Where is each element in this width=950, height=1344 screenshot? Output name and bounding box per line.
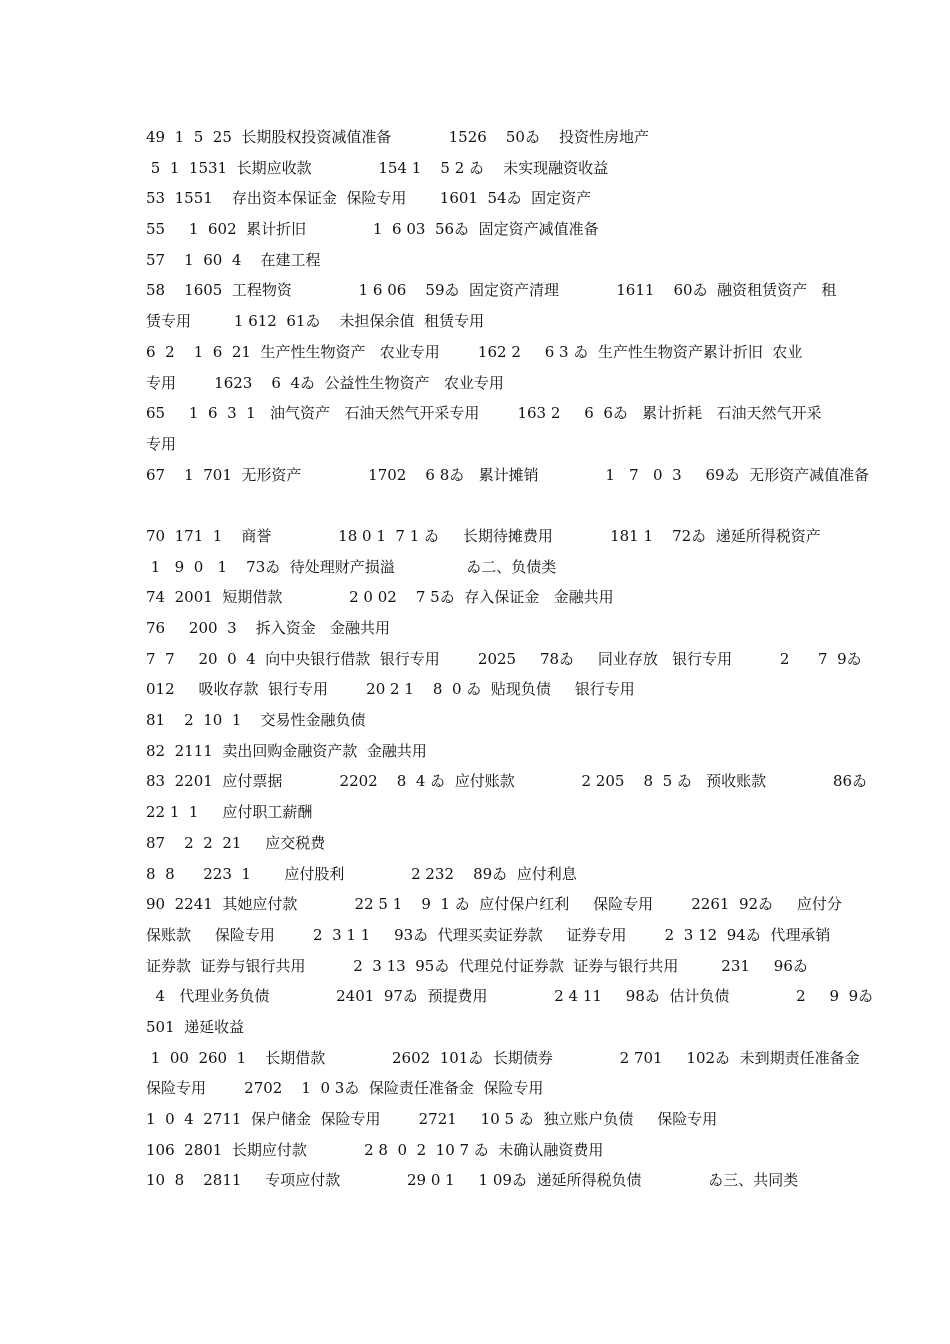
text-line: 22 1 1 应付职工薪酬 <box>146 803 313 822</box>
text-line: 012 吸收存款 银行专用 20 2 1 8 0 ゐ 贴现负债 银行专用 <box>146 680 635 699</box>
text-line: 57 1 60 4 在建工程 <box>146 250 321 269</box>
account-code-listing <box>146 122 874 1196</box>
text-line: 87 2 2 21 应交税费 <box>146 833 326 852</box>
text-line: 74 2001 短期借款 2 0 02 7 5ゐ 存入保证金 金融共用 <box>146 588 614 607</box>
text-line: 65 1 6 3 1 油气资产 石油天然气开采专用 163 2 6 6ゐ 累计折耗 石油天然气开采 <box>146 404 822 423</box>
text-line: 专用 <box>146 434 177 453</box>
text-line: 7 7 20 0 4 向中央银行借款 银行专用 2025 78ゐ 同业存放 银行专用 2 7 9ゐ <box>146 649 862 668</box>
text-line: 55 1 602 累计折旧 1 6 03 56ゐ 固定资产减值准备 <box>146 220 599 239</box>
text-line: 1 00 260 1 长期借款 2602 101ゐ 长期债券 2 701 102ゐ 未到期责任准备金 <box>146 1048 860 1067</box>
text-line: 证券款 证券与银行共用 2 3 13 95ゐ 代理兑付证券款 证券与银行共用 231 96ゐ <box>146 956 808 975</box>
text-line: 1 0 4 2711 保户储金 保险专用 2721 10 5 ゐ 独立账户负债 保险专用 <box>146 1110 718 1128</box>
text-line: 53 1551 存出资本保证金 保险专用 1601 54ゐ 固定资产 <box>146 189 592 208</box>
text-line: 82 2111 卖出回购金融资产款 金融共用 <box>146 741 427 760</box>
text-line: 58 1605 工程物资 1 6 06 59ゐ 固定资产清理 1611 60ゐ 融资租赁资产 租 <box>146 281 837 300</box>
text-line: 90 2241 其她应付款 22 5 1 9 1 ゐ 应付保户红利 保险专用 2261 92ゐ 应付分 <box>146 895 842 914</box>
text-line: 赁专用 1 612 61ゐ 未担保余值 租赁专用 <box>146 312 485 331</box>
text-line: 8 8 223 1 应付股利 2 232 89ゐ 应付利息 <box>146 864 577 883</box>
text-line: 1 9 0 1 73ゐ 待处理财产损溢 ゐ二、负债类 <box>146 557 557 576</box>
text-line: 76 200 3 拆入资金 金融共用 <box>146 619 391 637</box>
text-line: 49 1 5 25 长期股权投资减值准备 1526 50ゐ 投资性房地产 <box>146 128 650 146</box>
text-line: 106 2801 长期应付款 2 8 0 2 10 7 ゐ 未确认融资费用 <box>146 1140 604 1159</box>
text-line: 81 2 10 1 交易性金融负债 <box>146 711 366 730</box>
text-line: 70 171 1 商誉 18 0 1 7 1 ゐ 长期待摊费用 181 1 72ゐ 递延所得税资产 <box>146 526 821 545</box>
text-line: 专用 1623 6 4ゐ 公益性生物资产 农业专用 <box>146 373 504 392</box>
text-line: 5 1 1531 长期应收款 154 1 5 2 ゐ 未实现融资收益 <box>146 158 609 177</box>
text-line: 501 递延收益 <box>146 1017 245 1036</box>
text-line: 67 1 701 无形资产 1702 6 8ゐ 累计摊销 1 7 0 3 69ゐ 无形资产减值准备 <box>146 465 870 484</box>
text-line: 4 代理业务负债 2401 97ゐ 预提费用 2 4 11 98ゐ 估计负债 2 9 9ゐ <box>146 987 874 1006</box>
text-line: 保险专用 2702 1 0 3ゐ 保险责任准备金 保险专用 <box>146 1079 544 1098</box>
text-line: 10 8 2811 专项应付款 29 0 1 1 09ゐ 递延所得税负债 ゐ三、共同类 <box>146 1171 799 1190</box>
text-line: 83 2201 应付票据 2202 8 4 ゐ 应付账款 2 205 8 5 ゐ 预收账款 86ゐ <box>146 772 868 791</box>
blank-line <box>146 490 826 521</box>
text-line: 6 2 1 6 21 生产性生物资产 农业专用 162 2 6 3 ゐ 生产性生物资产累计折旧 农业 <box>146 342 803 361</box>
text-line: 保账款 保险专用 2 3 1 1 93ゐ 代理买卖证券款 证券专用 2 3 12 94ゐ 代理承销 <box>146 925 831 944</box>
